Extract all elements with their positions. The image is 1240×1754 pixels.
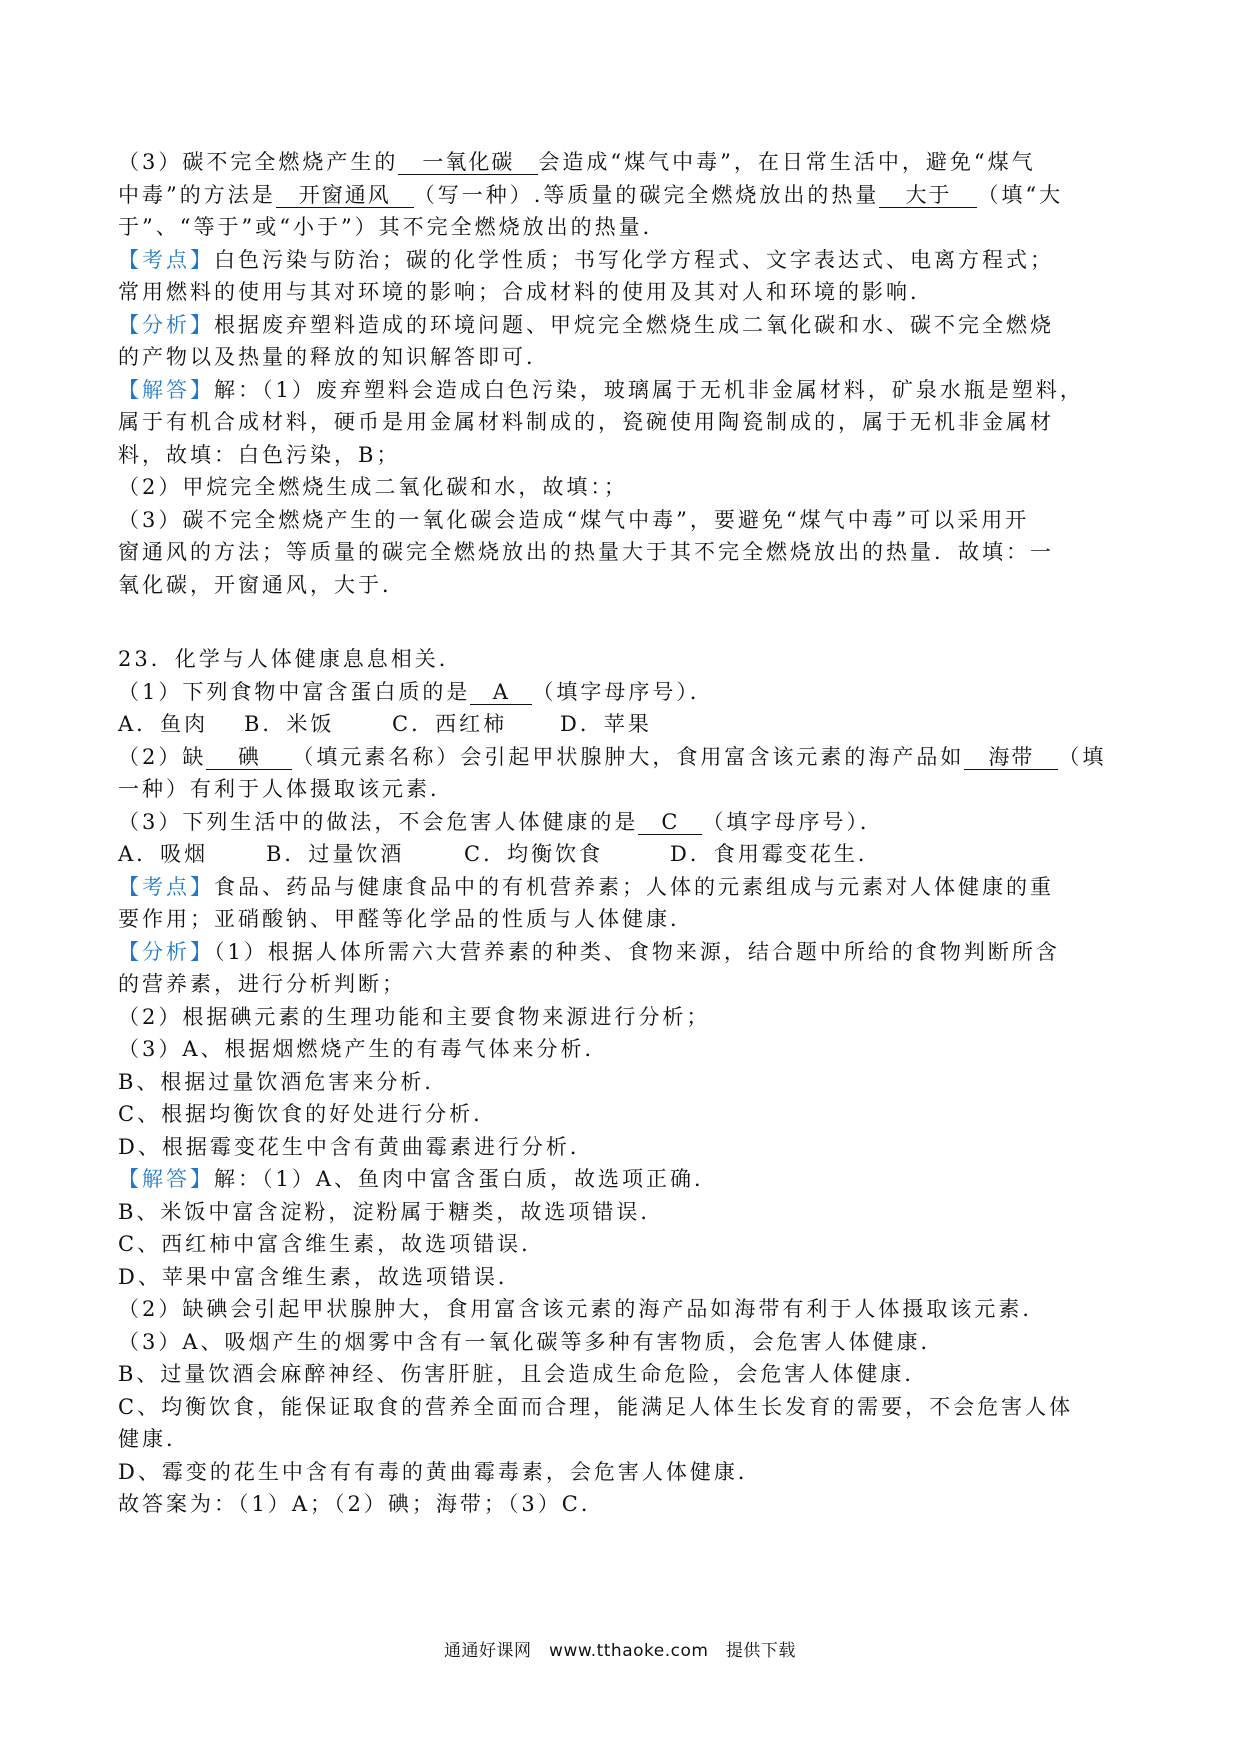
q23-fenxi-line1: 【分析】（1）根据人体所需六大营养素的种类、食物来源，结合题中所给的食物判断所含 bbox=[118, 939, 1060, 964]
q23-part2-line1: （2）缺 碘 （填元素名称）会引起甲状腺肿大，食用富含该元素的海产品如 海带 （填 bbox=[118, 744, 1107, 769]
option-a: A．鱼肉 bbox=[118, 712, 209, 736]
answer-blank: A bbox=[470, 680, 532, 705]
q23-part2-line2: 一种）有利于人体摄取该元素． bbox=[118, 777, 454, 801]
q22-part3-line2: 中毒”的方法是 开窗通风 （写一种）.等质量的碳完全燃烧放出的热量 大于 （填“大 bbox=[118, 182, 1064, 207]
q22-jieda-line3: 料，故填：白色污染，B； bbox=[118, 442, 401, 467]
option-d: D．苹果 bbox=[560, 712, 652, 736]
q23-fenxi-line4: （3）A、根据烟燃烧产生的有毒气体来分析． bbox=[118, 1037, 609, 1061]
q22-jieda-line4: （2）甲烷完全燃烧生成二氧化碳和水，故填：； bbox=[118, 475, 628, 499]
q22-jieda-line6: 窗通风的方法；等质量的碳完全燃烧放出的热量大于其不完全燃烧放出的热量．故填：一 bbox=[118, 540, 1054, 564]
q23-part3: （3）下列生活中的做法，不会危害人体健康的是 C （填字母序号）． bbox=[118, 809, 884, 834]
option-b: B．米饭 bbox=[244, 712, 335, 736]
q22-part3-line1: （3）碳不完全燃烧产生的 一氧化碳 会造成“煤气中毒”，在日常生活中，避免“煤气 bbox=[118, 150, 1036, 174]
q22-part3-line3: 于”、“等于”或“小于”）其不完全燃烧放出的热量． bbox=[118, 215, 667, 239]
q23-jieda-line9: 健康． bbox=[118, 1427, 190, 1451]
q23-jieda-line2: B、米饭中富含淀粉，淀粉属于糖类，故选项错误． bbox=[118, 1199, 665, 1224]
q23-jieda-line11: 故答案为：（1）A；（2）碘；海带；（3）C． bbox=[118, 1492, 605, 1516]
q23-fenxi-line3: （2）根据碘元素的生理功能和主要食物来源进行分析； bbox=[118, 1004, 711, 1029]
option-b: B．过量饮酒 bbox=[266, 842, 405, 866]
q23-jieda-line8: C、均衡饮食，能保证取食的营养全面而合理，能满足人体生长发育的需要，不会危害人体 bbox=[118, 1394, 1074, 1419]
option-a: A．吸烟 bbox=[118, 842, 209, 866]
jieda-tag: 【解答】 bbox=[118, 1167, 214, 1191]
q23-title: 23．化学与人体健康息息相关． bbox=[118, 647, 463, 671]
option-d: D．食用霉变花生． bbox=[670, 842, 882, 866]
document-body bbox=[118, 146, 1128, 1521]
q23-part1-options bbox=[118, 708, 1128, 741]
q23-kaodian-line1: 【考点】食品、药品与健康食品中的有机营养素；人体的元素组成与元素对人体健康的重 bbox=[118, 874, 1054, 899]
q22-fenxi-line2: 的产物以及热量的释放的知识解答即可． bbox=[118, 345, 550, 369]
answer-blank: C bbox=[638, 810, 702, 835]
q22-fenxi-line1: 【分析】根据废弃塑料造成的环境问题、甲烷完全燃烧生成二氧化碳和水、碳不完全燃烧 bbox=[118, 312, 1054, 337]
fenxi-tag: 【分析】 bbox=[118, 939, 214, 964]
q22-kaodian-line1: 【考点】白色污染与防治；碳的化学性质；书写化学方程式、文字表达式、电离方程式； bbox=[118, 247, 1054, 272]
jieda-tag: 【解答】 bbox=[118, 377, 214, 402]
answer-blank: 海带 bbox=[964, 745, 1058, 770]
section-gap bbox=[118, 601, 1128, 643]
q22-kaodian-line2: 常用燃料的使用与其对环境的影响；合成材料的使用及其对人和环境的影响． bbox=[118, 280, 934, 304]
kaodian-tag: 【考点】 bbox=[118, 874, 214, 899]
q23-jieda-line7: B、过量饮酒会麻醉神经、伤害肝脏，且会造成生命危险，会危害人体健康． bbox=[118, 1362, 929, 1386]
answer-blank: 碘 bbox=[206, 745, 292, 770]
q23-fenxi-line2: 的营养素，进行分析判断； bbox=[118, 972, 406, 996]
q23-part1: （1）下列食物中富含蛋白质的是 A （填字母序号）． bbox=[118, 679, 714, 704]
q23-jieda-line4: D、苹果中富含维生素，故选项错误． bbox=[118, 1264, 522, 1289]
q23-jieda-line5: （2）缺碘会引起甲状腺肿大，食用富含该元素的海产品如海带有利于人体摄取该元素． bbox=[118, 1297, 1047, 1321]
q23-kaodian-line2: 要作用；亚硝酸钠、甲醛等化学品的性质与人体健康． bbox=[118, 907, 694, 931]
kaodian-tag: 【考点】 bbox=[118, 247, 214, 272]
q23-fenxi-line6: C、根据均衡饮食的好处进行分析． bbox=[118, 1102, 498, 1126]
q23-jieda-line3: C、西红柿中富含维生素，故选项错误． bbox=[118, 1232, 546, 1256]
q22-jieda-line5: （3）碳不完全燃烧产生的一氧化碳会造成“煤气中毒”，要避免“煤气中毒”可以采用开 bbox=[118, 507, 1030, 532]
q23-jieda-line10: D、霉变的花生中含有有毒的黄曲霉毒素，会危害人体健康． bbox=[118, 1459, 762, 1484]
q23-fenxi-line5: B、根据过量饮酒危害来分析． bbox=[118, 1069, 449, 1094]
q22-jieda-line1: 【解答】解：（1）废弃塑料会造成白色污染，玻璃属于无机非金属材料，矿泉水瓶是塑料， bbox=[118, 377, 1084, 402]
answer-blank: 大于 bbox=[879, 183, 977, 208]
q23-jieda-line1: 【解答】解：（1）A、鱼肉中富含蛋白质，故选项正确． bbox=[118, 1167, 719, 1191]
q23-part3-options bbox=[118, 838, 1128, 871]
fenxi-tag: 【分析】 bbox=[118, 312, 214, 337]
page-footer: 通通好课网 www.tthaoke.com 提供下载 bbox=[444, 1641, 796, 1661]
q22-jieda-line7: 氧化碳，开窗通风，大于． bbox=[118, 572, 406, 597]
q23-jieda-line6: （3）A、吸烟产生的烟雾中含有一氧化碳等多种有害物质，会危害人体健康． bbox=[118, 1329, 945, 1354]
option-c: C．西红柿 bbox=[392, 712, 508, 736]
option-c: C．均衡饮食 bbox=[464, 842, 604, 866]
q23-fenxi-line7: D、根据霉变花生中含有黄曲霉素进行分析． bbox=[118, 1134, 594, 1159]
answer-blank: 一氧化碳 bbox=[398, 150, 538, 175]
q22-jieda-line2: 属于有机合成材料，硬币是用金属材料制成的，瓷碗使用陶瓷制成的，属于无机非金属材 bbox=[118, 410, 1054, 434]
answer-blank: 开窗通风 bbox=[276, 183, 414, 208]
